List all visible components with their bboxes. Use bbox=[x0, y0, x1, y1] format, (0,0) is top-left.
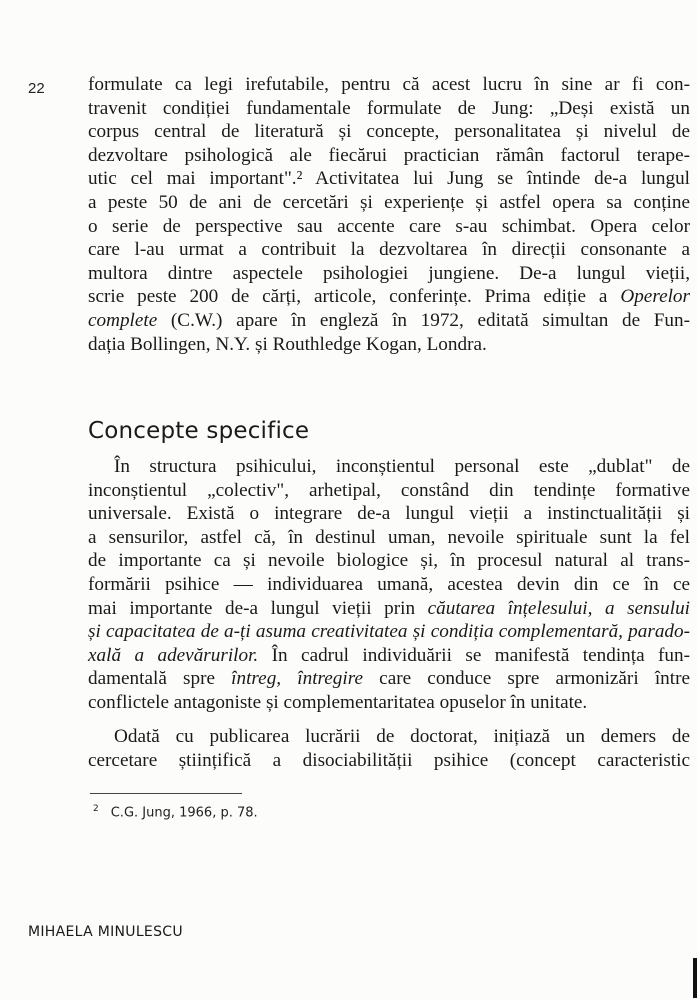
text-line bbox=[88, 309, 690, 333]
text-line bbox=[88, 620, 690, 644]
text-line: travenit condiției fundamentale formulate de Jung: „Deși există un bbox=[88, 97, 690, 119]
text-line bbox=[88, 597, 690, 621]
footnote bbox=[93, 804, 258, 820]
text-line: În structura psihicului, inconștientul personal este „dublat" de bbox=[114, 456, 690, 477]
italic-run: întreg, întregire bbox=[231, 668, 363, 690]
text-line bbox=[88, 644, 690, 668]
section-heading: Concepte specifice bbox=[88, 418, 310, 444]
text-line: conflictele antagoniste și complementaritatea opuselor în unitate. bbox=[88, 691, 588, 713]
text-line: cercetare științifică a disociabilității psihice (concept caracteristic bbox=[88, 749, 690, 771]
text-line: Odată cu publicarea lucrării de doctorat, inițiază un demers de bbox=[114, 726, 690, 747]
text-line: a sensurilor, astfel că, în destinul uman, nevoile spirituale sunt la fel bbox=[88, 526, 690, 548]
paragraph-2 bbox=[88, 455, 690, 715]
text-line: dezvoltare psihologică ale fiecărui practician rămân factorul terape- bbox=[88, 144, 690, 166]
text-line: universale. Există o integrare de-a lungul vieții a instinctualității și bbox=[88, 503, 690, 525]
text-line: corpus central de literatură și concepte, personalitatea și nivelul de bbox=[88, 121, 690, 143]
page-edge-mark bbox=[693, 958, 697, 998]
italic-title: complete bbox=[88, 309, 158, 331]
footnote-divider bbox=[90, 793, 242, 794]
italic-run: și capacitatea de a-ți asuma creativitatea și condiția complementară, parado- bbox=[88, 621, 690, 643]
text-run: (C.W.) apare în engleză în 1972, editată simultan de Fun- bbox=[157, 309, 690, 331]
author-footer: MIHAELA MINULESCU bbox=[28, 924, 183, 940]
text-line: a peste 50 de ani de cercetări și experiențe și astfel opera sa conține bbox=[88, 191, 690, 213]
text-run: care conduce spre armonizări între bbox=[363, 668, 691, 690]
text-run: mai importante de-a lungul vieții prin bbox=[88, 597, 428, 619]
page-number: 22 bbox=[28, 80, 45, 97]
text-line: formulate ca legi irefutabile, pentru că acest lucru în sine ar fi con- bbox=[88, 74, 690, 95]
paragraph-1 bbox=[88, 73, 690, 356]
text-line: dația Bollingen, N.Y. și Routhledge Kogan, Londra. bbox=[88, 333, 487, 355]
text-run: scrie peste 200 de cărți, articole, conferințe. Prima ediție a bbox=[88, 286, 621, 308]
footnote-marker: 2 bbox=[93, 804, 99, 814]
text-run: damentală spre bbox=[88, 668, 232, 690]
text-line: formării psihice — individuarea umană, acestea devin din ce în ce bbox=[88, 573, 690, 595]
footnote-text: C.G. Jung, 1966, p. 78. bbox=[110, 805, 258, 821]
text-line: inconștientul „colectiv", arhetipal, constând din tendințe formative bbox=[88, 479, 690, 501]
text-line bbox=[88, 667, 690, 691]
text-line: de importante ca și nevoile biologice și, în procesul natural al trans- bbox=[88, 550, 690, 572]
text-line bbox=[88, 285, 690, 309]
text-line: care l-au urmat a contribuit la dezvoltarea în direcții consonante a bbox=[88, 239, 690, 261]
text-line: multora dintre aspectele psihologiei jungiene. De-a lungul vieții, bbox=[88, 262, 690, 284]
italic-title: Operelor bbox=[620, 286, 690, 308]
italic-run: căutarea înțelesului, a sensului bbox=[427, 597, 690, 619]
paragraph-3 bbox=[88, 725, 690, 772]
italic-run: xală a adevărurilor. bbox=[88, 644, 259, 666]
text-run: În cadrul individuării se manifestă tendința fun- bbox=[258, 644, 690, 666]
text-line: o serie de perspective sau accente care s-au schimbat. Opera celor bbox=[88, 215, 690, 237]
text-line: utic cel mai important".² Activitatea lui Jung se întinde de-a lungul bbox=[88, 168, 690, 190]
